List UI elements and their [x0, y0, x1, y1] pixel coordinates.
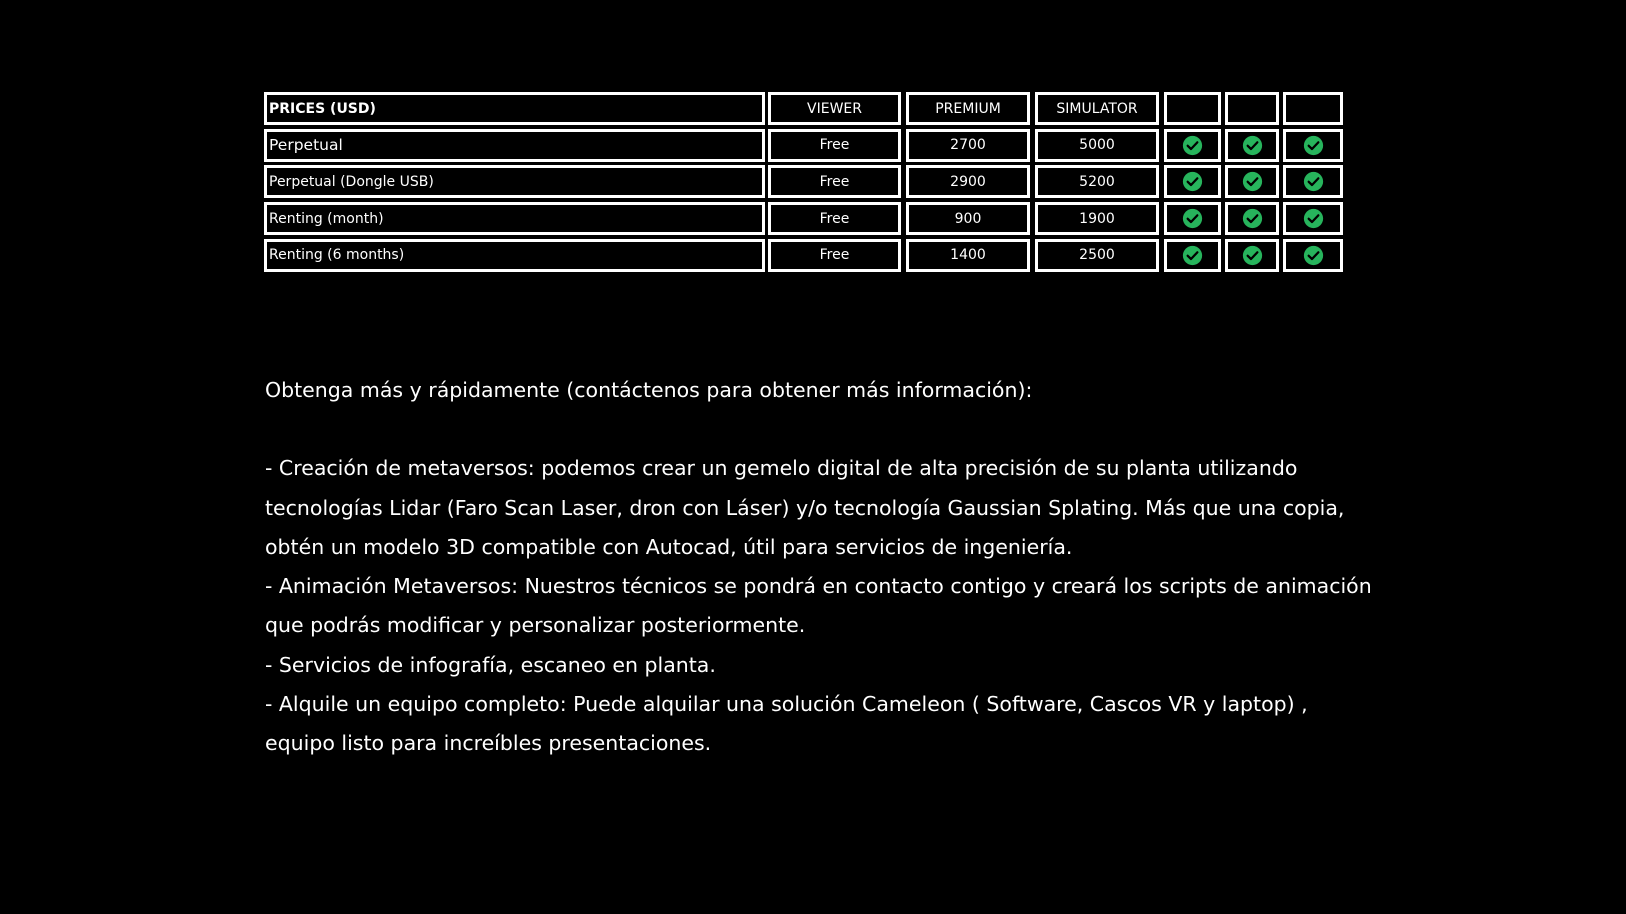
- info-line: - Alquile un equipo completo: Puede alquilar una solución Cameleon ( Software, Cascos VR y laptop) ,: [265, 692, 1308, 717]
- check-cell: [1225, 202, 1279, 235]
- prices-table: [264, 92, 1343, 275]
- premium-price: 900: [906, 202, 1030, 235]
- simulator-price: 5200: [1035, 165, 1159, 198]
- table-body: [264, 129, 1343, 272]
- check-circle-icon: [1303, 135, 1324, 156]
- header-empty-2: [1225, 92, 1279, 125]
- info-line: - Animación Metaversos: Nuestros técnicos se pondrá en contacto contigo y creará los scripts de animación: [265, 574, 1372, 599]
- info-intro: Obtenga más y rápidamente (contáctenos para obtener más información):: [265, 378, 1033, 402]
- row-label: Perpetual: [264, 129, 765, 162]
- check-circle-icon: [1182, 208, 1203, 229]
- row-label: Renting (6 months): [264, 239, 765, 272]
- viewer-price: Free: [768, 202, 901, 235]
- header-viewer: VIEWER: [768, 92, 901, 125]
- info-line: - Creación de metaversos: podemos crear un gemelo digital de alta precisión de su planta utilizando: [265, 456, 1298, 481]
- table-row: [264, 165, 1343, 198]
- simulator-price: 1900: [1035, 202, 1159, 235]
- check-cell: [1225, 129, 1279, 162]
- check-circle-icon: [1182, 245, 1203, 266]
- check-circle-icon: [1182, 135, 1203, 156]
- info-line: tecnologías Lidar (Faro Scan Laser, dron con Láser) y/o tecnología Gaussian Splating. Más que una copia,: [265, 495, 1345, 520]
- check-cell: [1225, 165, 1279, 198]
- header-empty-1: [1164, 92, 1221, 125]
- info-line: - Servicios de infografía, escaneo en planta.: [265, 652, 716, 677]
- check-circle-icon: [1303, 208, 1324, 229]
- header-prices: PRICES (USD): [264, 92, 765, 125]
- header-empty-3: [1283, 92, 1343, 125]
- info-line: equipo listo para increíbles presentaciones.: [265, 731, 712, 756]
- info-line: obtén un modelo 3D compatible con Autocad, útil para servicios de ingeniería.: [265, 534, 1073, 559]
- check-circle-icon: [1242, 208, 1263, 229]
- check-cell: [1283, 129, 1343, 162]
- info-line: que podrás modificar y personalizar posteriormente.: [265, 613, 806, 638]
- premium-price: 1400: [906, 239, 1030, 272]
- check-cell: [1164, 165, 1221, 198]
- premium-price: 2900: [906, 165, 1030, 198]
- check-cell: [1164, 129, 1221, 162]
- table-row: [264, 202, 1343, 235]
- check-circle-icon: [1242, 135, 1263, 156]
- viewer-price: Free: [768, 129, 901, 162]
- info-lines: [265, 449, 1372, 763]
- table-header-row: [264, 92, 1343, 125]
- header-simulator: SIMULATOR: [1035, 92, 1159, 125]
- row-label: Renting (month): [264, 202, 765, 235]
- check-cell: [1283, 165, 1343, 198]
- table-row: [264, 239, 1343, 272]
- info-section: [265, 371, 1372, 764]
- table-row: [264, 129, 1343, 162]
- check-circle-icon: [1182, 171, 1203, 192]
- premium-price: 2700: [906, 129, 1030, 162]
- check-cell: [1164, 202, 1221, 235]
- check-cell: [1164, 239, 1221, 272]
- viewer-price: Free: [768, 165, 901, 198]
- check-circle-icon: [1303, 171, 1324, 192]
- check-circle-icon: [1242, 171, 1263, 192]
- check-cell: [1225, 239, 1279, 272]
- viewer-price: Free: [768, 239, 901, 272]
- check-cell: [1283, 202, 1343, 235]
- check-circle-icon: [1242, 245, 1263, 266]
- header-premium: PREMIUM: [906, 92, 1030, 125]
- row-label: Perpetual (Dongle USB): [264, 165, 765, 198]
- simulator-price: 2500: [1035, 239, 1159, 272]
- simulator-price: 5000: [1035, 129, 1159, 162]
- check-circle-icon: [1303, 245, 1324, 266]
- check-cell: [1283, 239, 1343, 272]
